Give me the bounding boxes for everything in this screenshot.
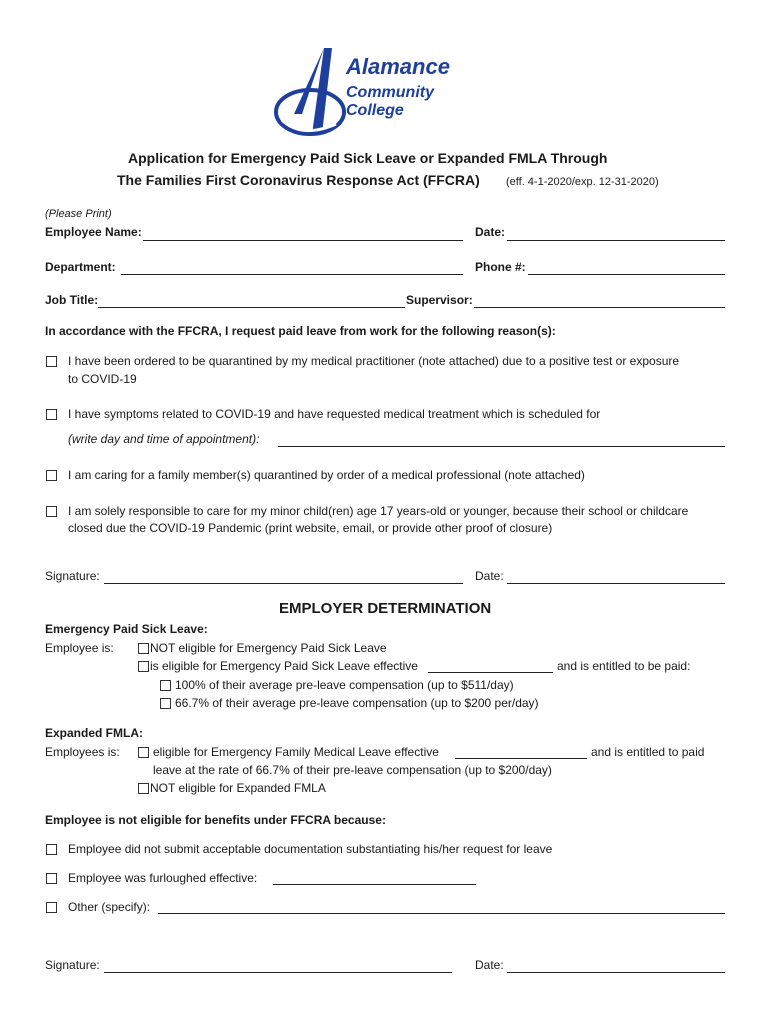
fmla-not-eligible-text: NOT eligible for Expanded FMLA [150, 781, 326, 795]
reason4-text-line2: closed due the COVID-19 Pandemic (print website, email, or provide other proof of closure) [68, 521, 553, 535]
epsl-effective-date-field[interactable] [428, 672, 553, 673]
furloughed-date-field[interactable] [273, 884, 476, 885]
reason1-text-line2: to COVID-19 [68, 372, 137, 386]
fmla-eligible-text: eligible for Emergency Family Medical Leave effective [153, 745, 439, 759]
employee-signature-field[interactable] [104, 583, 463, 584]
logo-line2: Community College [346, 84, 434, 119]
form-title-line2: The Families First Coronavirus Response Act (FFCRA) [117, 172, 480, 188]
no-documentation-text: Employee did not submit acceptable documentation substantiating his/her request for leave [68, 842, 553, 856]
furloughed-checkbox[interactable] [46, 873, 57, 884]
supervisor-label: Supervisor: [406, 293, 473, 307]
logo-line1: Alamance [346, 54, 450, 79]
reason1-text-line1: I have been ordered to be quarantined by my medical practitioner (note attached) due to a positive test or exposure [68, 354, 680, 368]
epsl-not-eligible-text: NOT eligible for Emergency Paid Sick Leave [150, 641, 387, 655]
form-title-line1: Application for Emergency Paid Sick Leave or Expanded FMLA Through [128, 150, 608, 166]
epsl-entitled-text: and is entitled to be paid: [557, 659, 691, 673]
phone-label: Phone #: [475, 260, 526, 274]
department-label: Department: [45, 260, 116, 274]
epsl-heading: Emergency Paid Sick Leave: [45, 622, 208, 636]
please-print-note: (Please Print) [45, 208, 112, 220]
epsl-66-percent-text: 66.7% of their average pre-leave compensation (up to $200 per/day) [175, 696, 539, 710]
appointment-field[interactable] [278, 446, 725, 447]
epsl-eligible-text: is eligible for Emergency Paid Sick Leave effective [150, 659, 418, 673]
not-eligible-heading: Employee is not eligible for benefits under FFCRA because: [45, 813, 386, 827]
reasons-intro: In accordance with the FFCRA, I request paid leave from work for the following reason(s): [45, 324, 556, 338]
other-checkbox[interactable] [46, 902, 57, 913]
reason4-checkbox[interactable] [46, 506, 57, 517]
reason4-text-line1: I am solely responsible to care for my minor child(ren) age 17 years-old or younger, because their school or childcare [68, 504, 689, 518]
effective-dates-note: (eff. 4-1-2020/exp. 12-31-2020) [506, 176, 659, 188]
fmla-heading: Expanded FMLA: [45, 726, 143, 740]
date-field-top[interactable] [507, 240, 725, 241]
epsl-employee-is-label: Employee is: [45, 641, 114, 655]
reason1-checkbox[interactable] [46, 356, 57, 367]
employer-signature-date-label: Date: [475, 958, 504, 972]
furloughed-text: Employee was furloughed effective: [68, 871, 258, 885]
fmla-entitled-text: and is entitled to paid [591, 745, 705, 759]
college-logo [272, 44, 487, 139]
reason2-checkbox[interactable] [46, 409, 57, 420]
phone-field[interactable] [528, 274, 725, 275]
reason3-text: I am caring for a family member(s) quarantined by order of a medical professional (note attached) [68, 468, 585, 482]
no-documentation-checkbox[interactable] [46, 844, 57, 855]
epsl-not-eligible-checkbox[interactable] [138, 643, 149, 654]
employee-signature-label: Signature: [45, 569, 100, 583]
fmla-not-eligible-checkbox[interactable] [138, 783, 149, 794]
epsl-eligible-checkbox[interactable] [138, 661, 149, 672]
epsl-66-percent-checkbox[interactable] [160, 698, 171, 709]
employer-signature-label: Signature: [45, 958, 100, 972]
logo-emblem-icon [272, 44, 352, 139]
fmla-employees-is-label: Employees is: [45, 745, 120, 759]
other-specify-field[interactable] [158, 913, 725, 914]
employer-signature-date-field[interactable] [507, 972, 725, 973]
job-title-label: Job Title: [45, 293, 99, 307]
supervisor-field[interactable] [474, 307, 725, 308]
reason3-checkbox[interactable] [46, 470, 57, 481]
fmla-eligible-text-line2: leave at the rate of 66.7% of their pre-leave compensation (up to $200/day) [153, 763, 552, 777]
date-label-top: Date: [475, 225, 506, 239]
other-text: Other (specify): [68, 900, 151, 914]
job-title-field[interactable] [98, 307, 405, 308]
employee-name-label: Employee Name: [45, 225, 142, 239]
employer-determination-heading: EMPLOYER DETERMINATION [279, 600, 492, 617]
reason2-text-line2: (write day and time of appointment): [68, 432, 260, 446]
reason2-text-line1: I have symptoms related to COVID-19 and have requested medical treatment which is scheduled for [68, 407, 601, 421]
fmla-effective-date-field[interactable] [455, 758, 587, 759]
employee-signature-date-field[interactable] [507, 583, 725, 584]
epsl-100-percent-text: 100% of their average pre-leave compensation (up to $511/day) [175, 678, 514, 692]
department-field[interactable] [121, 274, 463, 275]
fmla-eligible-checkbox[interactable] [138, 747, 149, 758]
employee-name-field[interactable] [143, 240, 463, 241]
employer-signature-field[interactable] [104, 972, 452, 973]
epsl-100-percent-checkbox[interactable] [160, 680, 171, 691]
employee-signature-date-label: Date: [475, 569, 504, 583]
